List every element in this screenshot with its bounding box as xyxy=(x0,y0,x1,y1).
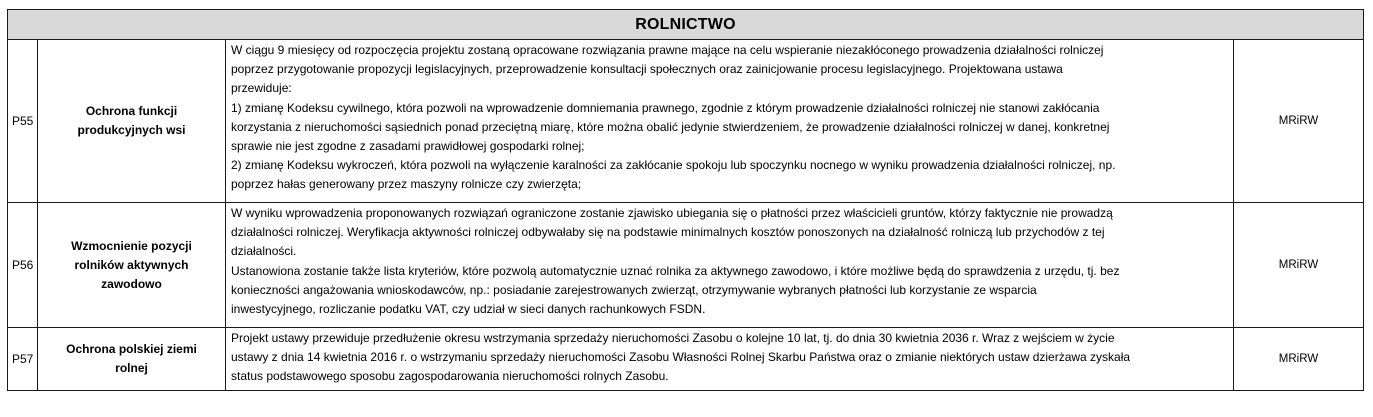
description-line: ustawy z dnia 14 kwietnia 2016 r. o wstrzymaniu sprzedaży nieruchomości Zasobu Własności Rolnej Skarbu Państwa oraz o zmianie niektórych ustaw dzierżawa zyskała xyxy=(231,350,1131,365)
row-name-line: Ochrona polskiej ziemi xyxy=(66,342,197,356)
description-line: Ustanowiona zostanie także lista kryteriów, które pozwolą automatycznie uznać rolnika za aktywnego zawodowo, i które możliwe będą do sprawdzenia z urzędu, tj. bez xyxy=(231,263,1120,278)
row-owner: MRiRW xyxy=(1234,203,1364,328)
description-line: korzystania z nieruchomości sąsiednich ponad przeciętną miarę, które można obalić jedynie stwierdzeniem, że prowadzenie działalności rolniczej w danej, konkretnej xyxy=(231,119,1110,134)
section-title: ROLNICTWO xyxy=(8,10,1364,40)
description-line: W ciągu 9 miesięcy od rozpoczęcia projektu zostaną opracowane rozwiązania prawne mające na celu wspieranie niezakłóconego prowadzenia działalności rolniczej xyxy=(231,43,1104,57)
description-line: poprzez hałas generowany przez maszyny rolnicze czy zwierzęta; xyxy=(231,177,582,192)
row-owner: MRiRW xyxy=(1234,328,1364,391)
description-line: Projekt ustawy przewiduje przedłużenie okresu wstrzymania sprzedaży nieruchomości Zasobu o kolejne 10 lat, tj. do dnia 30 kwietnia 2036 r. Wraz z wejściem w życie xyxy=(231,331,1115,345)
row-description xyxy=(226,203,1234,328)
row-name xyxy=(38,203,226,328)
description-line: inwestycyjnego, rozliczanie podatku VAT, czy udział w sieci danych rachunkowych FSDN. xyxy=(231,302,706,317)
description-line: 1) zmianę Kodeksu cywilnego, która pozwoli na wprowadzenie domniemania prawnego, zgodnie z którym prowadzenie działalności rolniczej nie stanowi zakłócania xyxy=(231,100,1100,115)
row-name-line: rolników aktywnych xyxy=(74,257,189,272)
description-line: przewiduje: xyxy=(231,81,292,96)
description-line: status podstawowego sposobu zagospodarowania nieruchomości rolnych Zasobu. xyxy=(231,369,669,384)
measures-table xyxy=(7,9,1364,391)
row-name-line: Wzmocnienie pozycji xyxy=(71,238,192,253)
table-row xyxy=(8,40,1364,203)
description-line: poprzez przygotowanie propozycji legislacyjnych, przeprowadzenie konsultacji społecznych oraz zainicjowanie procesu legislacyjnego. Projektowana ustawa xyxy=(231,62,1063,77)
description-line: 2) zmianę Kodeksu wykroczeń, która pozwoli na wyłączenie karalności za zakłócanie spokoju lub spoczynku nocnego w wyniku prowadzenia działalności rolniczej, np. xyxy=(231,158,1116,173)
row-id: P55 xyxy=(8,40,38,203)
row-description xyxy=(226,328,1234,391)
table-row xyxy=(8,328,1364,391)
description-line: działalności. xyxy=(231,244,297,259)
row-name-line: Ochrona funkcji xyxy=(85,104,178,118)
description-line: W wyniku wprowadzenia proponowanych rozwiązań ograniczone zostanie zjawisko ubiegania się o płatności przez właścicieli gruntów, którzy faktycznie nie prowadzą xyxy=(231,206,1113,220)
row-name xyxy=(38,328,226,391)
description-line: konieczności angażowania wnioskodawców, np.: posiadanie zarejestrowanych zwierząt, otrzymywanie wybranych płatności lub korzystanie ze wsparcia xyxy=(231,282,1037,297)
row-description xyxy=(226,40,1234,203)
row-id: P56 xyxy=(8,203,38,328)
description-line: sprawie nie jest zgodne z zasadami prawidłowej gospodarki rolnej; xyxy=(231,139,585,154)
row-name xyxy=(38,40,226,203)
row-name-line: zawodowo xyxy=(101,276,162,291)
row-name-line: produkcyjnych wsi xyxy=(77,123,186,137)
row-id: P57 xyxy=(8,328,38,391)
agriculture-table xyxy=(7,9,1363,391)
row-owner: MRiRW xyxy=(1234,40,1364,203)
description-line: działalności rolniczej. Weryfikacja aktywności rolniczej odbywałaby się na podstawie minimalnych kosztów ponoszonych na działalność rolniczą lub przychodów z tej xyxy=(231,225,1105,240)
row-name-line: rolnej xyxy=(115,361,148,375)
table-row xyxy=(8,203,1364,328)
